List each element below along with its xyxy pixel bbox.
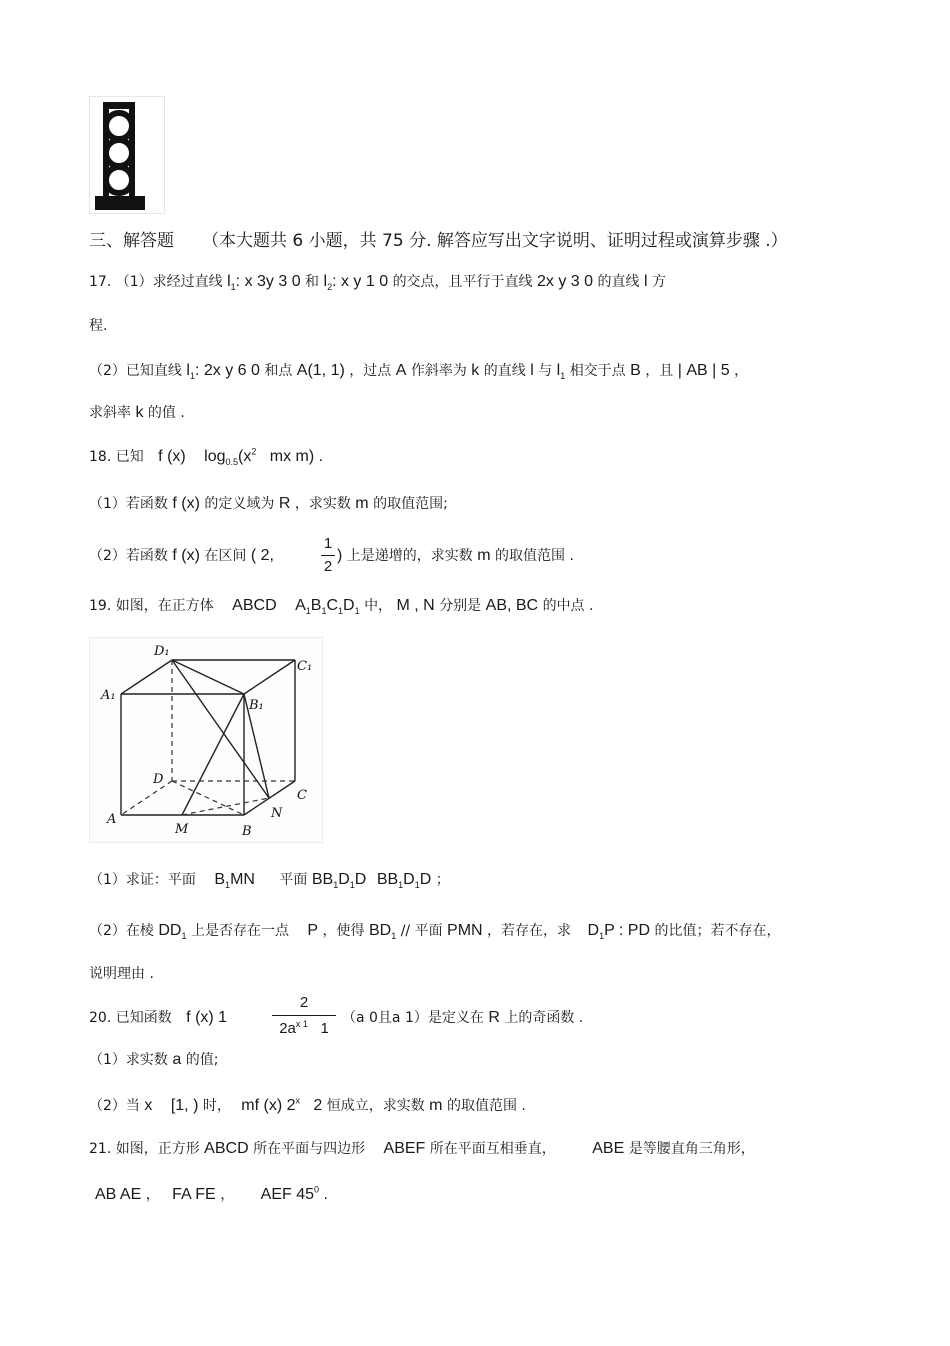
math-l1: $l_1$: x 3y 3 0: [227, 273, 301, 293]
q19-line1: 19. 如图，在正方体 ABCD $A_1B_1C_1D_1$ 中， M , N 分别是 AB, BC 的中点 .: [89, 597, 594, 617]
question-number: 19.: [89, 598, 112, 614]
label-A1: A₁: [101, 688, 116, 703]
q18-line1: 18. 已知 f (x) $\log_{0.5}(x^2$ mx m) .: [89, 446, 324, 468]
section-title: 三、解答题: [89, 231, 174, 251]
tower-figure-drawing: [89, 96, 165, 214]
q17-part2-line2: 求斜率 k 的值 .: [89, 404, 185, 421]
q19-part2-line1: （2）在棱 $DD_1$ 上是否存在一点 P ，使得 $BD_1$ // 平面 PMN ，若存在，求 $D_1P$ : PD 的比值；若不存在，: [89, 922, 781, 942]
q19-part1: （1）求证：平面 $B_1MN$ 平面 $BB_1D_1D$ $BB_1D_1D$ ；: [89, 871, 450, 891]
q21-line2: AB AE ， FA FE ， AEF $45^0$ .: [95, 1184, 328, 1203]
q18-frac-num: 1: [323, 535, 333, 552]
cube-figure: [89, 637, 323, 843]
question-number: 21.: [89, 1141, 112, 1157]
label-C1: C₁: [297, 659, 313, 674]
label-B: B: [242, 824, 252, 839]
label-D: D: [153, 772, 164, 787]
label-A: A: [107, 812, 117, 827]
q20-frac-bar: [272, 1015, 336, 1016]
q17-part2-line1: （2）已知直线 $l_1$: 2x y 6 0 和点 A(1, 1) ，过点 A 作斜率为 k 的直线 l 与 $l_1$ 相交于点 B ，且 | AB | 5 ，: [89, 362, 749, 382]
label-N: N: [271, 806, 283, 821]
math-l2: $l_2$: x y 1 0: [323, 273, 389, 293]
q18-part1: （1）若函数 f (x) 的定义域为 R ，求实数 m 的取值范围;: [89, 495, 448, 512]
q20-frac-den: $2a^{x 1}$ 1: [279, 1019, 329, 1037]
q20-part1: （1）求实数 a 的值;: [89, 1051, 219, 1068]
q20-part2: （2）当 x [1, ) 时， mf (x) 2$^x$ 2 恒成立，求实数 m 的取值范围 .: [89, 1095, 526, 1114]
q18-frac-den: 2: [323, 558, 333, 575]
q19-part2-line2: 说明理由 .: [89, 966, 154, 982]
q17-line1: 17. （1）求经过直线 $l_1$: x 3y 3 0 和 $l_2$: x y 1 0 的交点，且平行于直线 2x y 3 0 的直线 l 方: [89, 273, 666, 293]
q20-line1: 20. 已知函数 f (x) 1: [89, 1009, 228, 1026]
question-number: 18.: [89, 449, 112, 465]
q18-part2: （2）若函数 f (x) 在区间 ( 2,: [89, 547, 274, 564]
section-note: （本大题共 6 小题，共 75 分. 解答应写出文字说明、证明过程或演算步骤 .）: [202, 231, 788, 251]
question-number: 20.: [89, 1010, 112, 1026]
q18-frac-bar: [321, 555, 335, 556]
q18-part2-rest: ) 上是递增的，求实数 m 的取值范围 .: [337, 547, 574, 564]
q20-frac-num: 2: [299, 994, 309, 1011]
label-C: C: [297, 788, 307, 803]
cube-figure-drawing: [89, 637, 323, 843]
label-B1: B₁: [249, 698, 264, 713]
q17-line2: 程.: [89, 318, 108, 334]
q21-line1: 21. 如图，正方形 ABCD 所在平面与四边形 ABEF 所在平面互相垂直， ABE 是等腰直角三角形，: [89, 1140, 755, 1157]
label-D1: D₁: [154, 644, 170, 659]
label-M: M: [175, 822, 189, 837]
tower-figure: [89, 96, 165, 214]
q20-line1-rest: （a 0且a 1）是定义在 R 上的奇函数 .: [342, 1009, 584, 1026]
question-number: 17.: [89, 274, 112, 290]
